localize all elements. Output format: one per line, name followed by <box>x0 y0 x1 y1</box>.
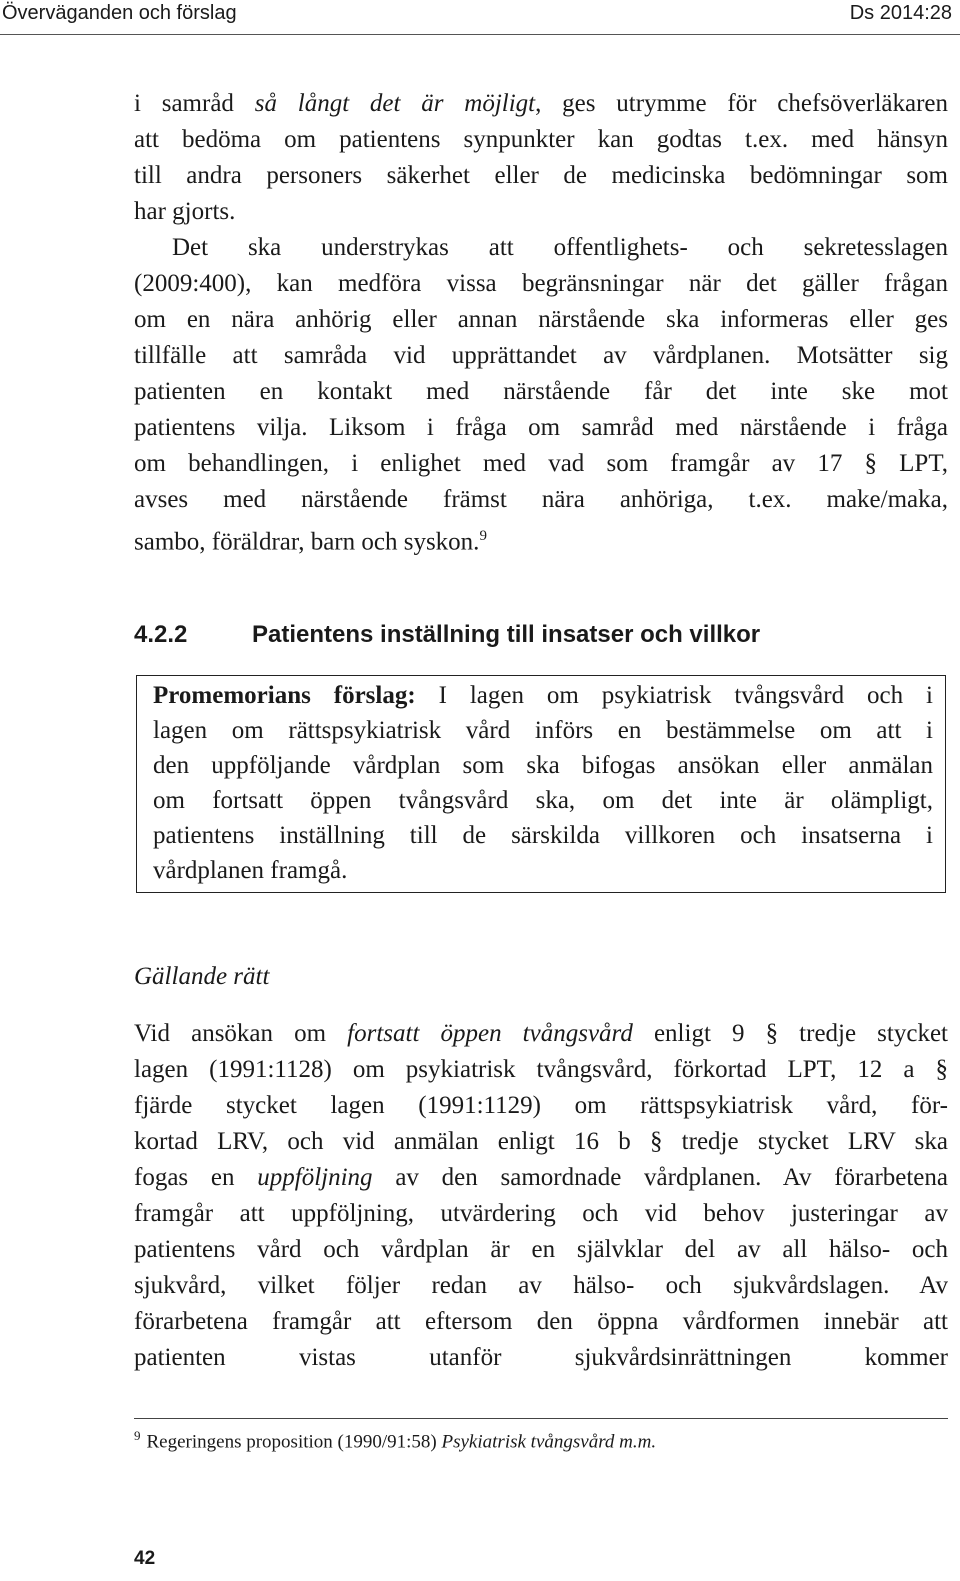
header-divider <box>0 34 960 35</box>
paragraph-current-law <box>134 1016 948 1376</box>
text-line: om behandlingen, i enlighet med vad som framgår av 17 § LPT, <box>134 450 948 477</box>
text-run: , ges utrymme för chefsöverläkaren <box>535 90 949 117</box>
section-number: 4.2.2 <box>134 621 188 648</box>
text-line: (2009:400), kan medföra vissa begränsningar när det gäller frågan <box>134 270 948 297</box>
text-line: sjukvård, vilket följer redan av hälso- och sjukvårdslagen. Av <box>134 1272 948 1299</box>
text-line <box>134 86 948 122</box>
text-run: sambo, föräldrar, barn och syskon. <box>134 528 480 556</box>
text-line <box>153 678 933 713</box>
text-line: till andra personers säkerhet eller de medicinska bedömningar som <box>134 162 948 189</box>
text-line: patientens vård och vårdplan är en självklar del av all hälso- och <box>134 1236 948 1263</box>
section-heading <box>134 620 760 650</box>
text-run: av den samordnade vårdplanen. Av förarbetena <box>372 1164 949 1191</box>
text-line: patientens vilja. Liksom i fråga om samråd med närstående i fråga <box>134 414 948 441</box>
proposal-box <box>136 675 946 893</box>
footnote-divider <box>134 1418 948 1419</box>
footnote-text: Regeringens proposition (1990/91:58) <box>146 1431 442 1453</box>
footnote-number: 9 <box>134 1428 141 1443</box>
footnote-reference[interactable]: 9 <box>479 528 487 544</box>
text-run: I lagen om psykiatrisk tvångsvård och i <box>415 682 933 709</box>
text-run: Vid ansökan om <box>134 1020 348 1047</box>
text-line: den uppföljande vårdplan som ska bifogas ansökan eller anmälan <box>153 752 933 779</box>
text-line: kortad LRV, och vid anmälan enligt 16 b § tredje stycket LRV ska <box>134 1128 948 1155</box>
proposal-label: Promemorians förslag: <box>153 682 416 709</box>
running-header-document-number: Ds 2014:28 <box>849 2 952 24</box>
text-line: lagen (1991:1128) om psykiatrisk tvångsvård, förkortad LPT, 12 a § <box>134 1056 948 1083</box>
text-line <box>134 1016 948 1052</box>
subheading-current-law: Gällande rätt <box>134 963 270 990</box>
section-title: Patientens inställning till insatser och villkor <box>252 621 761 648</box>
text-line <box>134 518 948 554</box>
text-line: om en nära anhörig eller annan närstående ska informeras eller ges <box>134 306 948 333</box>
text-line: om fortsatt öppen tvångsvård ska, om det inte är olämpligt, <box>153 787 933 814</box>
text-line: Det ska understrykas att offentlighets- och sekretesslagen <box>172 234 948 261</box>
text-line: tillfälle att samråda vid upprättandet av vårdplanen. Motsätter sig <box>134 342 948 369</box>
footnote <box>134 1428 656 1453</box>
text-line: framgår att uppföljning, utvärdering och vid behov justeringar av <box>134 1200 948 1227</box>
paragraph-continuation <box>134 86 948 230</box>
emphasis-text: så långt det är möjligt <box>254 90 536 117</box>
text-line: har gjorts. <box>134 198 236 225</box>
emphasis-text: uppföljning <box>257 1164 373 1191</box>
text-line: fjärde stycket lagen (1991:1129) om rättspsykiatrisk vård, för- <box>134 1092 948 1119</box>
footnote-title: Psykiatrisk tvångsvård m.m. <box>441 1431 657 1453</box>
text-line <box>134 1160 948 1196</box>
running-header-title: Överväganden och förslag <box>2 2 237 24</box>
emphasis-text: fortsatt öppen tvångsvård <box>347 1020 633 1047</box>
text-run: fogas en <box>134 1164 258 1191</box>
text-line: förarbetena framgår att eftersom den öppna vårdformen innebär att <box>134 1308 948 1335</box>
paragraph-confidentiality <box>134 230 948 554</box>
page-number: 42 <box>134 1548 156 1569</box>
text-line: patienten vistas utanför sjukvårdsinrättningen kommer <box>134 1344 948 1371</box>
text-run: enligt 9 § tredje stycket <box>632 1020 948 1047</box>
text-line: lagen om rättspsykiatrisk vård införs en bestämmelse om att i <box>153 717 933 744</box>
text-line: patienten en kontakt med närstående får det inte ske mot <box>134 378 948 405</box>
text-line: vårdplanen framgå. <box>153 857 348 884</box>
text-line: patientens inställning till de särskilda villkoren och insatserna i <box>153 822 933 849</box>
text-run: i samråd <box>134 90 255 117</box>
text-line: att bedöma om patientens synpunkter kan godtas t.ex. med hänsyn <box>134 126 948 153</box>
text-line: avses med närstående främst nära anhöriga, t.ex. make/maka, <box>134 486 948 513</box>
